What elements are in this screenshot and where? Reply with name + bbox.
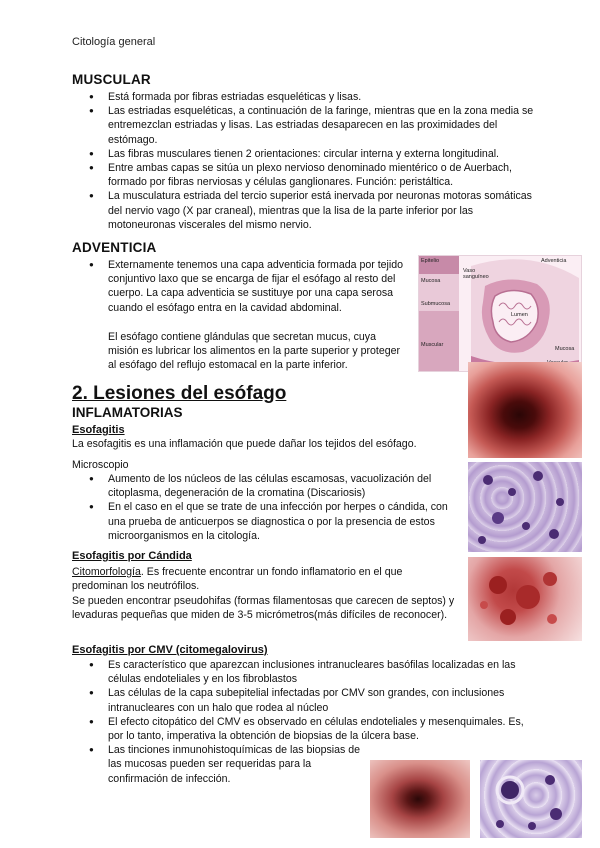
- cytology-cells: [468, 462, 582, 552]
- section-title-adventicia: ADVENTICIA: [72, 240, 157, 255]
- candida-cytology-image: [468, 557, 582, 641]
- esofagitis-definition: La esofagitis es una inflamación que puede dañar los tejidos del esófago.: [72, 438, 417, 450]
- esophagus-histology-image: [418, 255, 582, 372]
- adventicia-continuation: El esófago contiene glándulas que secretan mucus, cuya misión es lubricar los alimentos en la parte superior y proteger al esófago del reflujo estomacal en la parte inferior.: [108, 331, 401, 372]
- figure-label: Mucosa: [555, 346, 575, 352]
- histology-drawing: [419, 256, 582, 372]
- figure-label: Submucosa: [421, 301, 451, 307]
- cmv-cells: [480, 760, 582, 838]
- section-title-lesiones: 2. Lesiones del esófago: [72, 383, 287, 404]
- candida-spots: [468, 557, 582, 641]
- section-title-muscular: MUSCULAR: [72, 72, 151, 87]
- citomorfologia-label: Citomorfología: [72, 566, 141, 578]
- list-item: ● Está formada por fibras estriadas esqueléticas y lisas.: [72, 90, 534, 104]
- esofagitis-cytology-image: [468, 462, 582, 552]
- cmv-endoscopy-image: [370, 760, 470, 838]
- muscular-list: [72, 90, 534, 232]
- list-item: ● Las estriadas esqueléticas, a continuación de la faringe, mientras que en la zona media se entremezclan estriadas y lisas. Las estriadas desaparecen en las proximidades del estómago.: [72, 104, 534, 147]
- list-item: ● Aumento de los núcleos de las células escamosas, vacuolización del citoplasma, degeneración de la cromatina (Discariosis): [72, 472, 458, 500]
- list-item: ● Las células de la capa subepitelial infectadas por CMV son grandes, con inclusiones intranucleares con un halo que rodea al núcleo: [72, 686, 538, 714]
- adventicia-list: [72, 258, 406, 315]
- esofagitis-list: [72, 472, 458, 543]
- esofagitis-endoscopy-image: [468, 362, 582, 458]
- list-item: ● Es característico que aparezcan inclusiones intranucleares basófilas localizadas en las células endoteliales y en los fibroblastos: [72, 658, 538, 686]
- figure-label: Lumen: [511, 312, 528, 318]
- figure-label: Mucosa: [421, 278, 441, 284]
- list-item: ● Externamente tenemos una capa adventicia formada por tejido conjuntivo laxo que se encarga de fijar el esófago al resto del cuerpo. La capa adventicia se sustituye por una capa serosa cuando el esófago entra en la cavidad abdominal.: [72, 258, 406, 315]
- figure-label: Muscular: [421, 342, 444, 348]
- candida-label: Esofagitis por Cándida: [72, 550, 192, 562]
- list-item: ● Las tinciones inmunohistoquímicas de las biopsias de las mucosas pueden ser requeridas para la confirmación de infección.: [72, 743, 372, 786]
- running-head: Citología general: [72, 36, 156, 48]
- cmv-label: Esofagitis por CMV (citomegalovirus): [72, 644, 268, 656]
- figure-label: Vaso sanguíneo: [463, 268, 489, 280]
- subsection-title-inflamatorias: INFLAMATORIAS: [72, 405, 183, 420]
- figure-label: Epitelio: [421, 258, 440, 264]
- citomorfologia-text: . Es frecuente encontrar un fondo inflamatorio en el que predominan los neutrófilos.: [72, 566, 403, 593]
- esofagitis-label: Esofagitis: [72, 424, 125, 436]
- list-item: ● El efecto citopático del CMV es observado en células endoteliales y mesenquimales. Es, por lo tanto, imperativa la obtención de biopsias de la úlcera base.: [72, 715, 538, 743]
- list-item: ● Entre ambas capas se sitúa un plexo nervioso denominado mientérico o de Auerbach, formado por fibras nerviosas y células ganglionares. Función: peristáltica.: [72, 161, 534, 189]
- figure-label: Adventicia: [541, 258, 567, 264]
- list-item: ● La musculatura estriada del tercio superior está inervada por neuronas motoras somáticas del nervio vago (X par craneal), mientras que la lisa de la parte inferior por las motoneuronas viscerales del mismo nervio.: [72, 189, 534, 232]
- list-item: ● Las fibras musculares tienen 2 orientaciones: circular interna y externa longitudinal.: [72, 147, 534, 161]
- microscopio-label: Microscopio: [72, 459, 129, 471]
- candida-citomorfologia: [72, 565, 458, 593]
- list-item: ● En el caso en el que se trate de una infección por herpes o cándida, con una prueba de anticuerpos se diagnostica o por la presencia de estos microorganismos en la citología.: [72, 500, 458, 543]
- cmv-cytology-image: [480, 760, 582, 838]
- candida-second-paragraph: Se pueden encontrar pseudohifas (formas filamentosas que carecen de septos) y levaduras pequeñas que miden de 3-5 micrómetros(más difíciles de reconocer).: [72, 595, 455, 622]
